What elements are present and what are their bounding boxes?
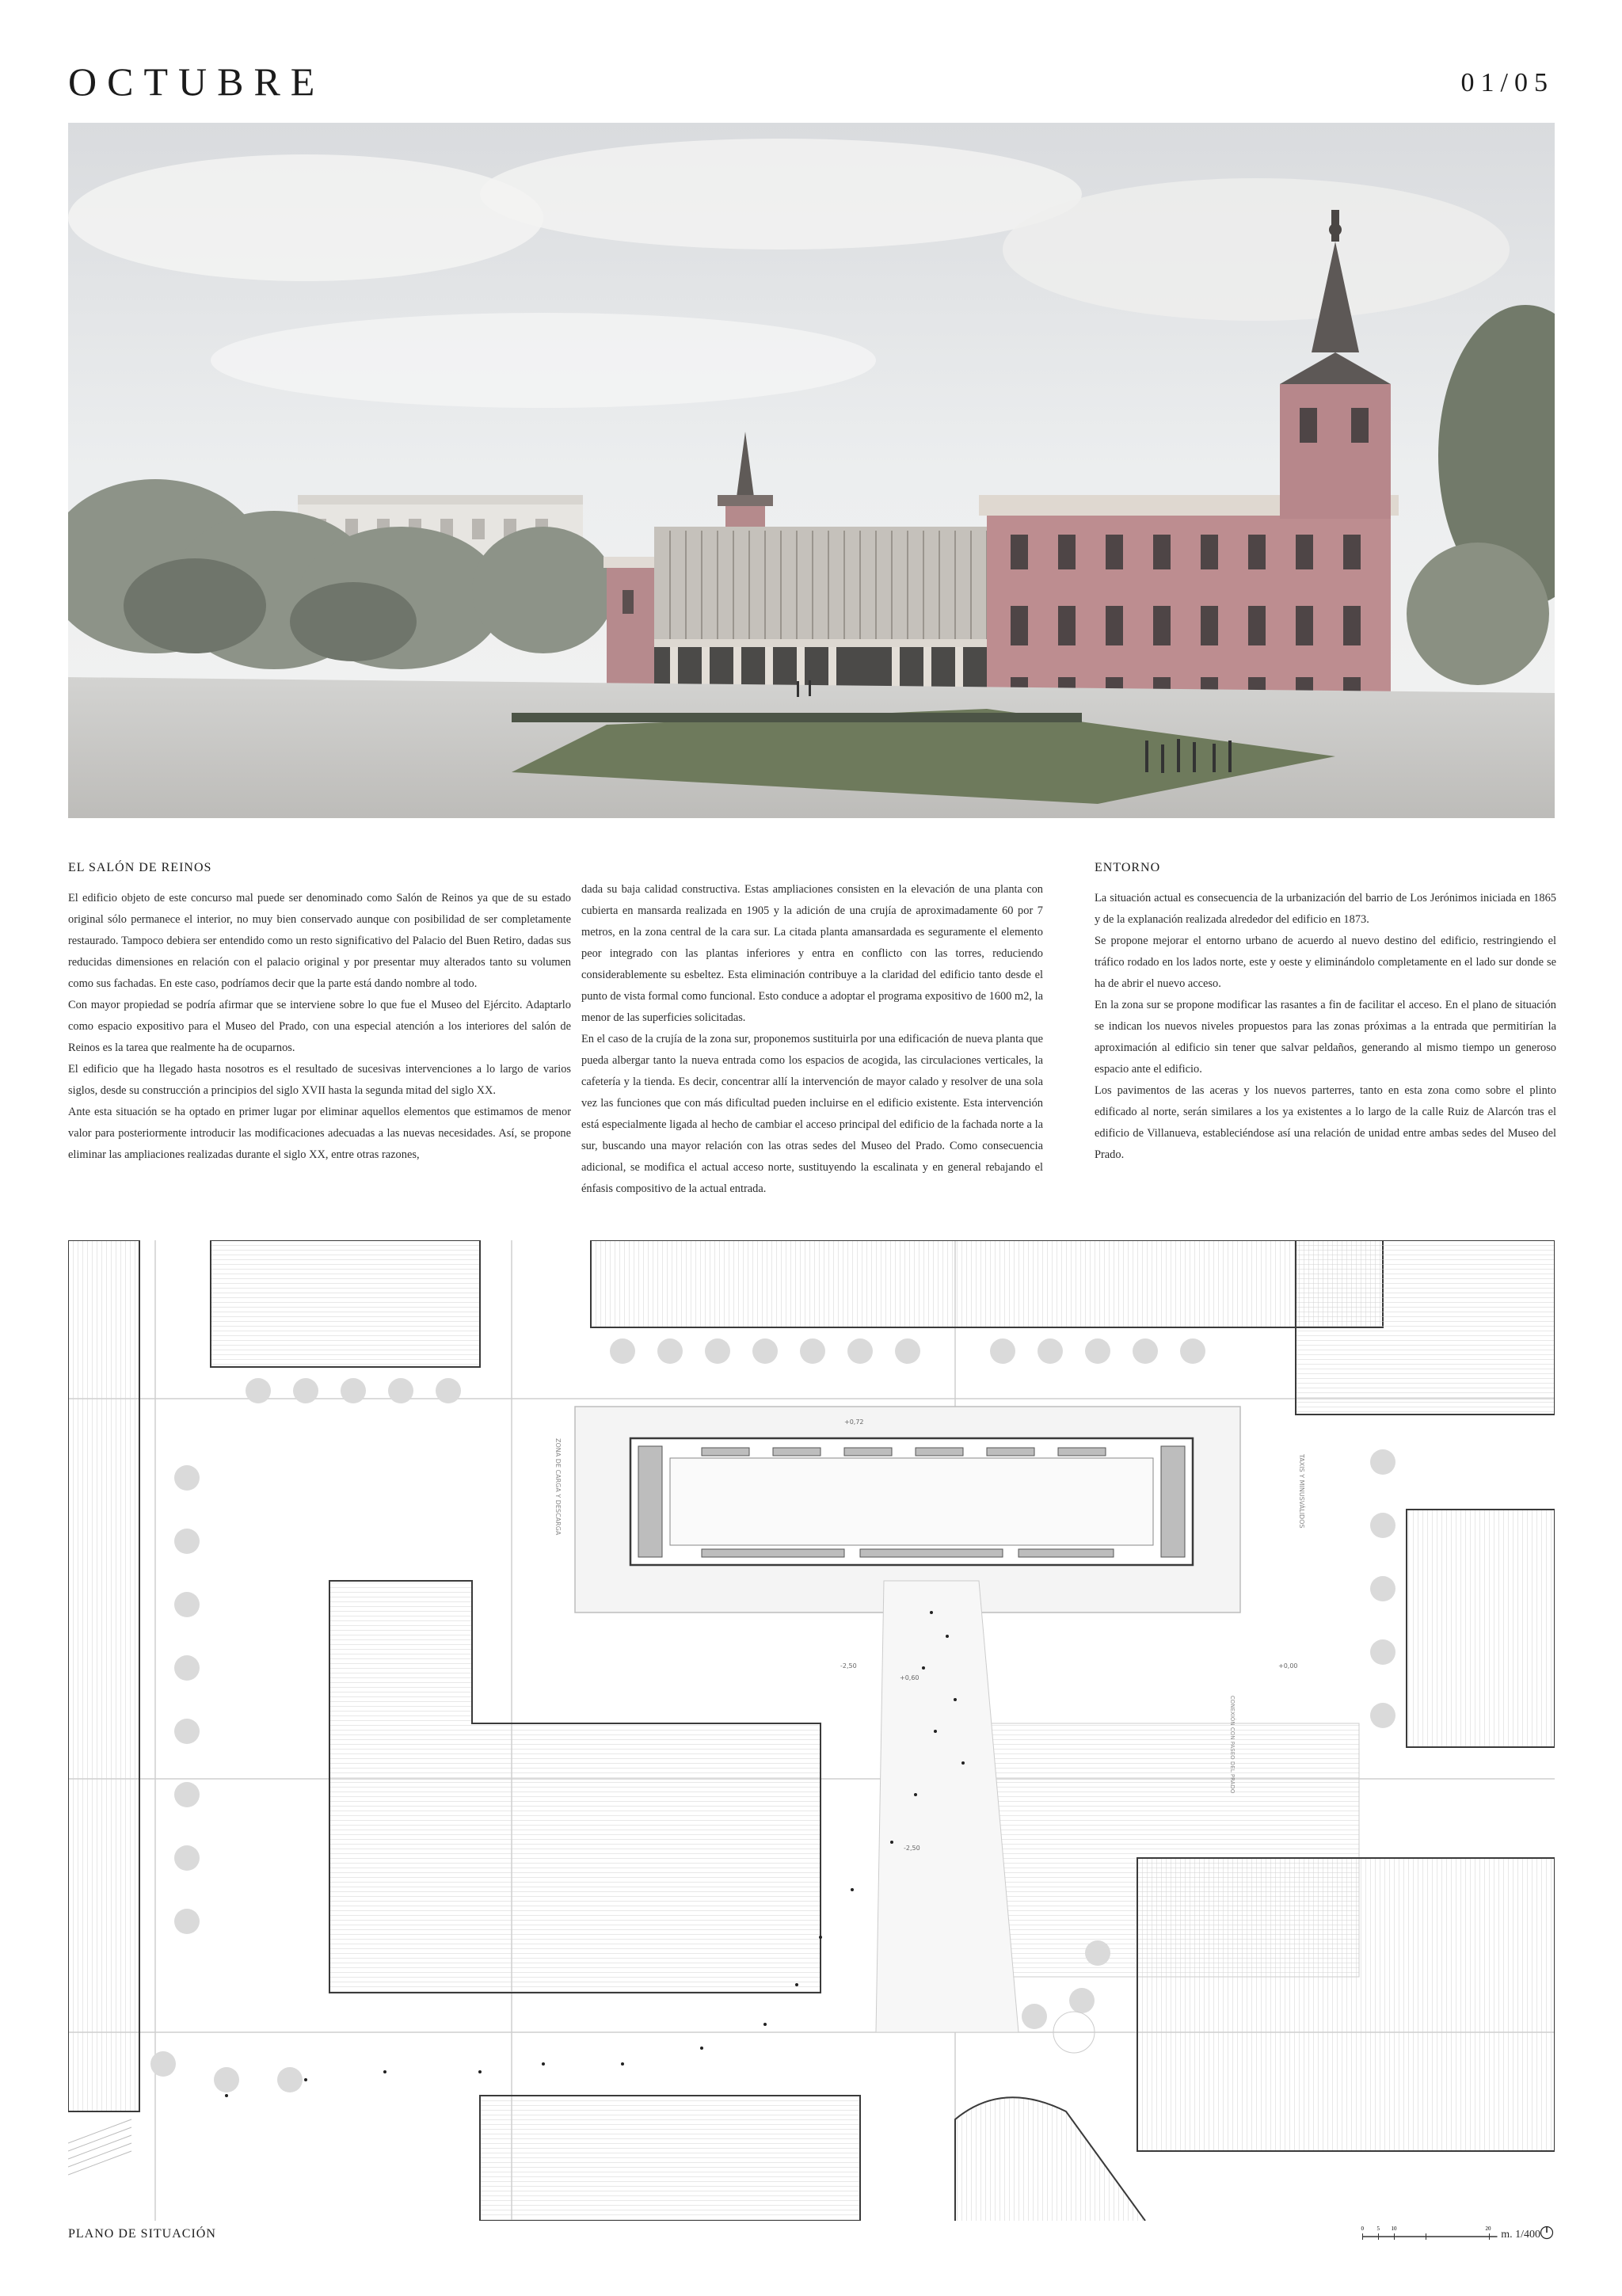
scale-tick-0: 0 — [1361, 2226, 1364, 2232]
level-right: +0,00 — [1278, 1662, 1298, 1670]
paragraph: Ante esta situación se ha optado en primer lugar por eliminar aquellos elementos que estimamos de menor valor para posteriormente introducir las modificaciones adecuadas a las nuevas necesidades. Así, se propone eliminar las ampliaciones realizadas durante el siglo XX, entre otras razones, — [68, 1106, 571, 1161]
annotation-conexion: CONEXIÓN CON PASEO DEL PRADO — [1229, 1696, 1236, 1794]
level-mid: +0,60 — [900, 1674, 920, 1681]
site-plan-drawing — [68, 1240, 1555, 2221]
page-number: 01/05 — [1460, 68, 1554, 97]
paragraph: dada su baja calidad constructiva. Estas ampliaciones consisten en la elevación de una planta con cubierta en mansarda realizada en 1905 y la adición de una crujía de aproximadamente 60 por 7 metros, en la zona central de la cara sur. La citada planta amansardada es seguramente el elemento peor integrado con las plantas inferiores y entra en conflicto con las torres, reduciendo considerablemente su esbeltez. Esta eliminación contribuye a la claridad del edificio tanto desde el punto de vista formal como funcional. Esto conduce a adoptar el programa expositivo de 1600 m2, la menor de las superficies solicitadas. — [581, 883, 1043, 1024]
section-heading-entorno: ENTORNO — [1095, 861, 1161, 874]
paragraph: En el caso de la crujía de la zona sur, proponemos sustituirla por una edificación de nueva planta que pueda albergar tanto la nueva entrada como los espacios de acogida, las circulaciones verticales, la cafetería y la tienda. Es decir, concentrar allí la intervención de mayor calado y resolver de una sola vez las funciones que con más dificultad pueden incluirse en el edificio existente. Esta intervención está especialmente ligada al hecho de cambiar el acceso principal del edificio de la fachada norte a la sur, buscando una mayor relación con las otras sedes del Museo del Prado. Como consecuencia adicional, se modifica el actual acceso norte, sustituyendo la escalinata y en general rebajando el énfasis compositivo de la actual entrada. — [581, 1033, 1043, 1195]
north-arrow-icon — [1540, 2226, 1554, 2240]
paragraph: El edificio objeto de este concurso mal puede ser denominado como Salón de Reinos ya que de su estado original sólo permanece el interior, no muy bien conservado aunque con posibilidad de ser completamente restaurado. Tampoco debiera ser entendido como un resto significativo del Palacio del Buen Retiro, dadas sus reducidas dimensiones en relación con el palacio original y por presentar muy alterados tanto su volumen como sus fachadas. En este caso, podríamos decir que la parte está dando nombre al todo. — [68, 892, 571, 990]
architectural-render — [68, 123, 1555, 818]
scale-label: m. 1/400 — [1501, 2229, 1540, 2241]
render-illustration — [68, 123, 1555, 818]
level-top: +0,72 — [844, 1418, 864, 1426]
page-title: OCTUBRE — [68, 59, 326, 104]
annotation-zona-carga: ZONA DE CARGA Y DESCARGA — [554, 1438, 562, 1536]
paragraph: Los pavimentos de las aceras y los nuevos parterres, tanto en esta zona como sobre el plinto edificado al norte, serán similares a los ya existentes a lo largo de la calle Ruiz de Alarcón tras el edificio de Villanueva, estableciéndose así una relación de unidad entre ambas sedes del Museo del Prado. — [1095, 1084, 1556, 1161]
level-left: -2,50 — [840, 1662, 857, 1670]
plan-label: PLANO DE SITUACIÓN — [68, 2227, 216, 2241]
section-heading-salon-de-reinos: EL SALÓN DE REINOS — [68, 861, 212, 874]
text-column-salon-de-reinos — [68, 857, 571, 1166]
paragraph: Con mayor propiedad se podría afirmar que se interviene sobre lo que fue el Museo del Ejército. Adaptarlo como espacio expositivo para el Museo del Prado, con una especial atención a los interiores del salón de Reinos es la tarea que realmente ha de ocuparnos. — [68, 999, 571, 1054]
text-column-entorno — [1095, 857, 1556, 1166]
scale-tick-20: 20 — [1485, 2226, 1491, 2232]
paragraph: En la zona sur se propone modificar las rasantes a fin de facilitar el acceso. En el plano de situación se indican los nuevos niveles propuestos para las zonas próximas a la entrada que permitirían la aproximación al edificio sin tener que salvar peldaños, generando al mismo tiempo un generoso espacio ante el edificio. — [1095, 999, 1556, 1076]
paragraph: La situación actual es consecuencia de la urbanización del barrio de Los Jerónimos iniciada en 1865 y de la explanación realizada alrededor del edificio en 1873. — [1095, 892, 1556, 926]
scale-tick-10: 10 — [1391, 2226, 1397, 2232]
scale-tick-5: 5 — [1376, 2226, 1380, 2232]
paragraph: El edificio que ha llegado hasta nosotros es el resultado de sucesivas intervenciones a lo largo de varios siglos, desde su construcción a principios del siglo XVII hasta la segunda mitad del siglo XX. — [68, 1063, 571, 1097]
paragraph: Se propone mejorar el entorno urbano de acuerdo al nuevo destino del edificio, restringiendo el tráfico rodado en los lados norte, este y oeste y eliminándolo completamente en el lado sur donde se ha de abrir el nuevo acceso. — [1095, 935, 1556, 990]
text-column-continued — [581, 879, 1043, 1200]
annotation-taxis: TAXIS Y MINUSVÁLIDOS — [1298, 1454, 1305, 1529]
site-plan — [68, 1240, 1555, 2221]
level-low: -2,50 — [904, 1845, 920, 1852]
